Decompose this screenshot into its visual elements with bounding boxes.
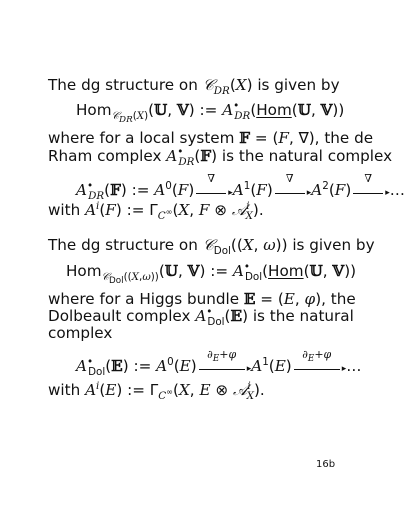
text-line-9: where for a Higgs bundle 𝔼 = (E, φ), the [48,290,356,308]
text-line-6: with $A^i(F)$ := $\Gamma_{C^\infty}(X$, F ⊗ 𝒜$^i_X$). [48,199,264,223]
text-line-4: Rham complex $A^•_{DR}(𝔽)$ is the natural complex [48,145,393,169]
text-line-8: Hom$_{𝒞_{Dol}((X,\omega))}$(𝕌, 𝕍) := $A^•_{Dol}(Hom(𝕌$, 𝕍)) [66,260,357,287]
text-line-3: where for a local system 𝔽 = (F, ∇), the de [48,129,374,147]
text-line-5: $A^•_{DR}(𝔽)$ := $A^0(F)$ ∇ $▸A^1(F)$ ∇ $▸A^2(F)$ ∇ ▸… [76,172,405,203]
text-line-13: with $A^i(E)$ := $\Gamma_{C^\infty}(X$, E ⊗ 𝒜$^i_X$). [48,379,265,403]
text-line-2: Hom$_{𝒞_{DR}(X)}$(𝕌, 𝕍) := $A^•_{DR}(Hom(𝕌$, 𝕍)) [76,99,345,126]
page-number: 16b [316,459,336,470]
text-line-12: $A^•_{Dol}(𝔼)$ := $A^0(E)$ $\partial_E+\varphi$ $▸A^1(E)$ $\partial_E+\varphi$ ▸… [76,348,362,379]
text-line-11: complex [48,324,113,342]
text-line-1: The dg structure on 𝒞$_{DR}$(X) is given by [48,76,340,98]
text-line-7: The dg structure on 𝒞$_{Dol}$((X, ω)) is given by [48,236,375,258]
text-line-10: Dolbeault complex $A^•_{Dol}(𝔼)$ is the natural [48,305,354,329]
